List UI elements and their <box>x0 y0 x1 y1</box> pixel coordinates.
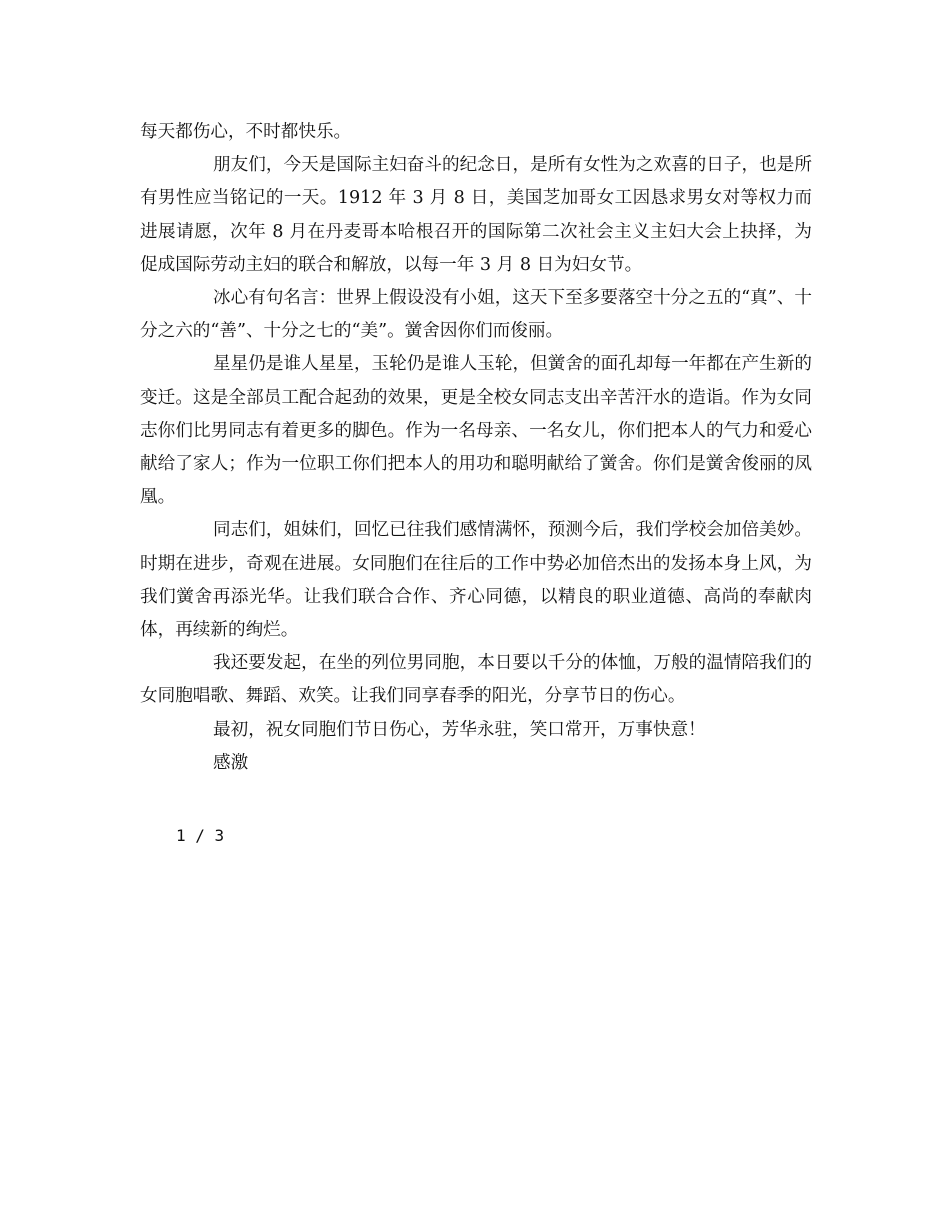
paragraph-5: 同志们，姐妹们，回忆已往我们感情满怀，预测今后，我们学校会加倍美妙。时期在进步，奇观在进展。女同胞们在往后的工作中势必加倍杰出的发扬本身上风，为我们黉舍再添光华。让我们联合合作、齐心同德，以精良的职业道德、高尚的奉献肉体，再续新的绚烂。 <box>140 520 812 641</box>
document-body <box>140 116 812 780</box>
paragraph-2: 朋友们，今天是国际主妇奋斗的纪念日，是所有女性为之欢喜的日子，也是所有男性应当铭记的一天。1912 年 3 月 8 日，美国芝加哥女工因恳求男女对等权力而进展请愿，次年 8 月在丹麦哥本哈根召开的国际第二次社会主义主妇大会上抉择，为促成国际劳动主妇的联合和解放，以每一年 3 月 8 日为妇女节。 <box>140 155 812 275</box>
paragraph-4: 星星仍是谁人星星，玉轮仍是谁人玉轮，但黉舍的面孔却每一年都在产生新的变迁。这是全部员工配合起劲的效果，更是全校女同志支出辛苦汗水的造诣。作为女同志你们比男同志有着更多的脚色。作为一名母亲、一名女儿，你们把本人的气力和爱心献给了家人；作为一位职工你们把本人的用功和聪明献给了黉舍。你们是黉舍俊丽的凤凰。 <box>140 354 812 508</box>
paragraph-8: 感激 <box>213 752 249 773</box>
page-number: 1 / 3 <box>176 826 225 845</box>
paragraph-3: 冰心有句名言：世界上假设没有小姐，这天下至多要落空十分之五的“真”、十分之六的“善”、十分之七的“美”。黉舍因你们而俊丽。 <box>140 288 812 342</box>
paragraph-6: 我还要发起，在坐的列位男同胞，本日要以千分的体恤，万般的温情陪我们的女同胞唱歌、舞蹈、欢笑。让我们同享春季的阳光，分享节日的伤心。 <box>140 653 812 707</box>
paragraph-1: 每天都伤心，不时都快乐。 <box>140 122 352 142</box>
paragraph-7: 最初，祝女同胞们节日伤心，芳华永驻，笑口常开，万事快意！ <box>213 719 706 740</box>
